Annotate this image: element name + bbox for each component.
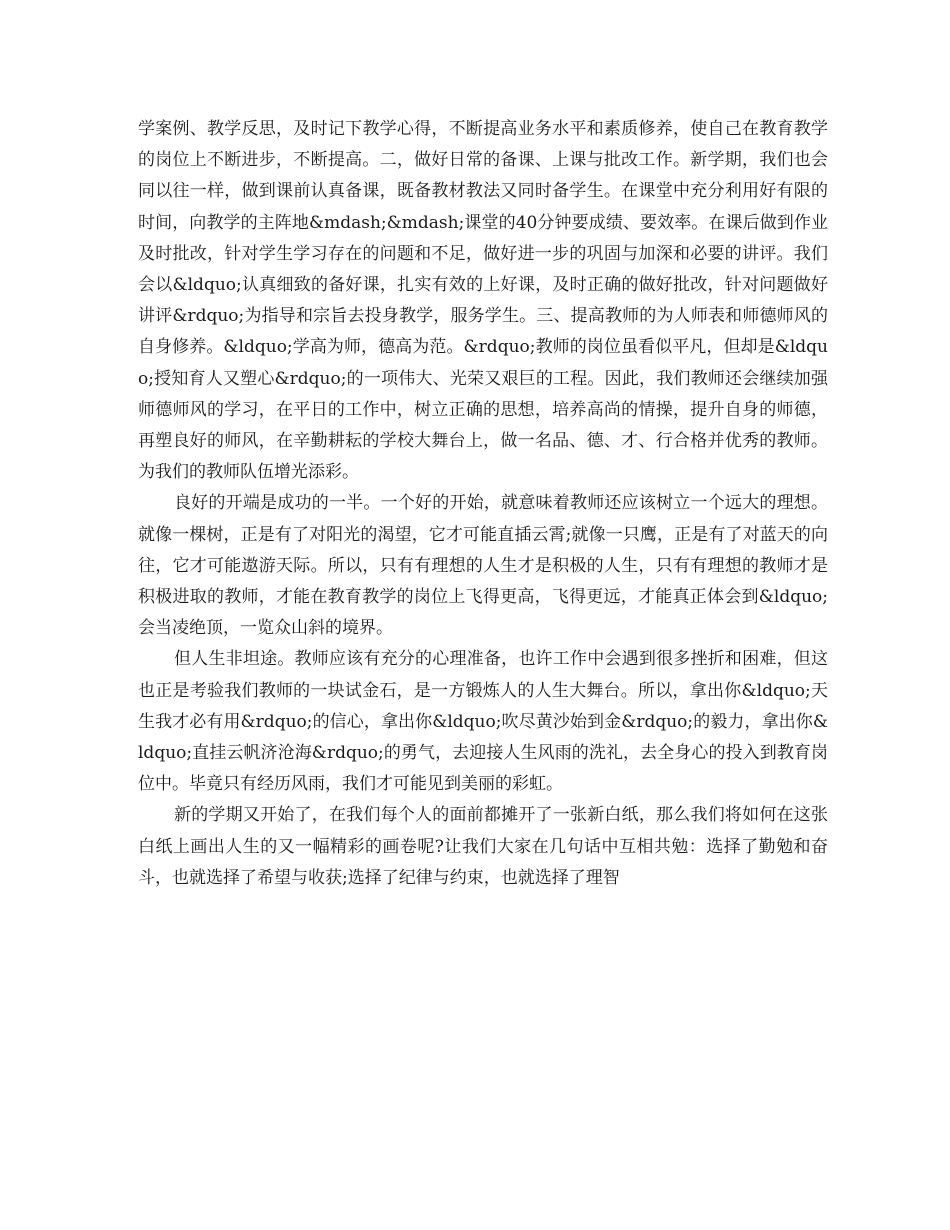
paragraph-good-start: 良好的开端是成功的一半。一个好的开始，就意味着教师还应该树立一个远大的理想。就像一棵树，正是有了对阳光的渴望，它才可能直插云霄;就像一只鹰，正是有了对蓝天的向往，它才可能遨游天际。所以，只有有理想的人生才是积极的人生，只有有理想的教师才是积极进取的教师，才能在教育教学的岗位上飞得更高，飞得更远，才能真正体会到&ldquo;会当凌绝顶，一览众山斜的境界。 xyxy=(138,493,828,639)
document-body xyxy=(138,114,828,894)
paragraph-life-not-smooth: 但人生非坦途。教师应该有充分的心理准备，也许工作中会遇到很多挫折和困难，但这也正是考验我们教师的一块试金石，是一方锻炼人的人生大舞台。所以，拿出你&ldquo;天生我才必有用&rdquo;的信心，拿出你&ldquo;吹尽黄沙始到金&rdquo;的毅力，拿出你&ldquo;直挂云帆济沧海&rdquo;的勇气，去迎接人生风雨的洗礼，去全身心的投入到教育岗位中。毕竟只有经历风雨，我们才可能见到美丽的彩虹。 xyxy=(138,649,828,795)
paragraph-new-semester: 新的学期又开始了，在我们每个人的面前都摊开了一张新白纸，那么我们将如何在这张白纸上画出人生的又一幅精彩的画卷呢?让我们大家在几句话中互相共勉：选择了勤勉和奋斗，也就选择了希望与收获;选择了纪律与约束，也就选择了理智 xyxy=(138,805,828,888)
paragraph-continued: 学案例、教学反思，及时记下教学心得，不断提高业务水平和素质修养，使自己在教育教学的岗位上不断进步，不断提高。二，做好日常的备课、上课与批改工作。新学期，我们也会同以往一样，做到课前认真备课，既备教材教法又同时备学生。在课堂中充分利用好有限的时间，向教学的主阵地&mdash;&mdash;课堂的40分钟要成绩、要效率。在课后做到作业及时批改，针对学生学习存在的问题和不足，做好进一步的巩固与加深和必要的讲评。我们会以&ldquo;认真细致的备好课，扎实有效的上好课，及时正确的做好批改，针对问题做好讲评&rdquo;为指导和宗旨去投身教学，服务学生。三、提高教师的为人师表和师德师风的自身修养。&ldquo;学高为师，德高为范。&rdquo;教师的岗位虽看似平凡，但却是&ldquo;授知育人又塑心&rdquo;的一项伟大、光荣又艰巨的工程。因此，我们教师还会继续加强师德师风的学习，在平日的工作中，树立正确的思想，培养高尚的情操，提升自身的师德，再塑良好的师风，在辛勤耕耘的学校大舞台上，做一名品、德、才、行合格并优秀的教师。为我们的教师队伍增光添彩。 xyxy=(138,119,828,483)
